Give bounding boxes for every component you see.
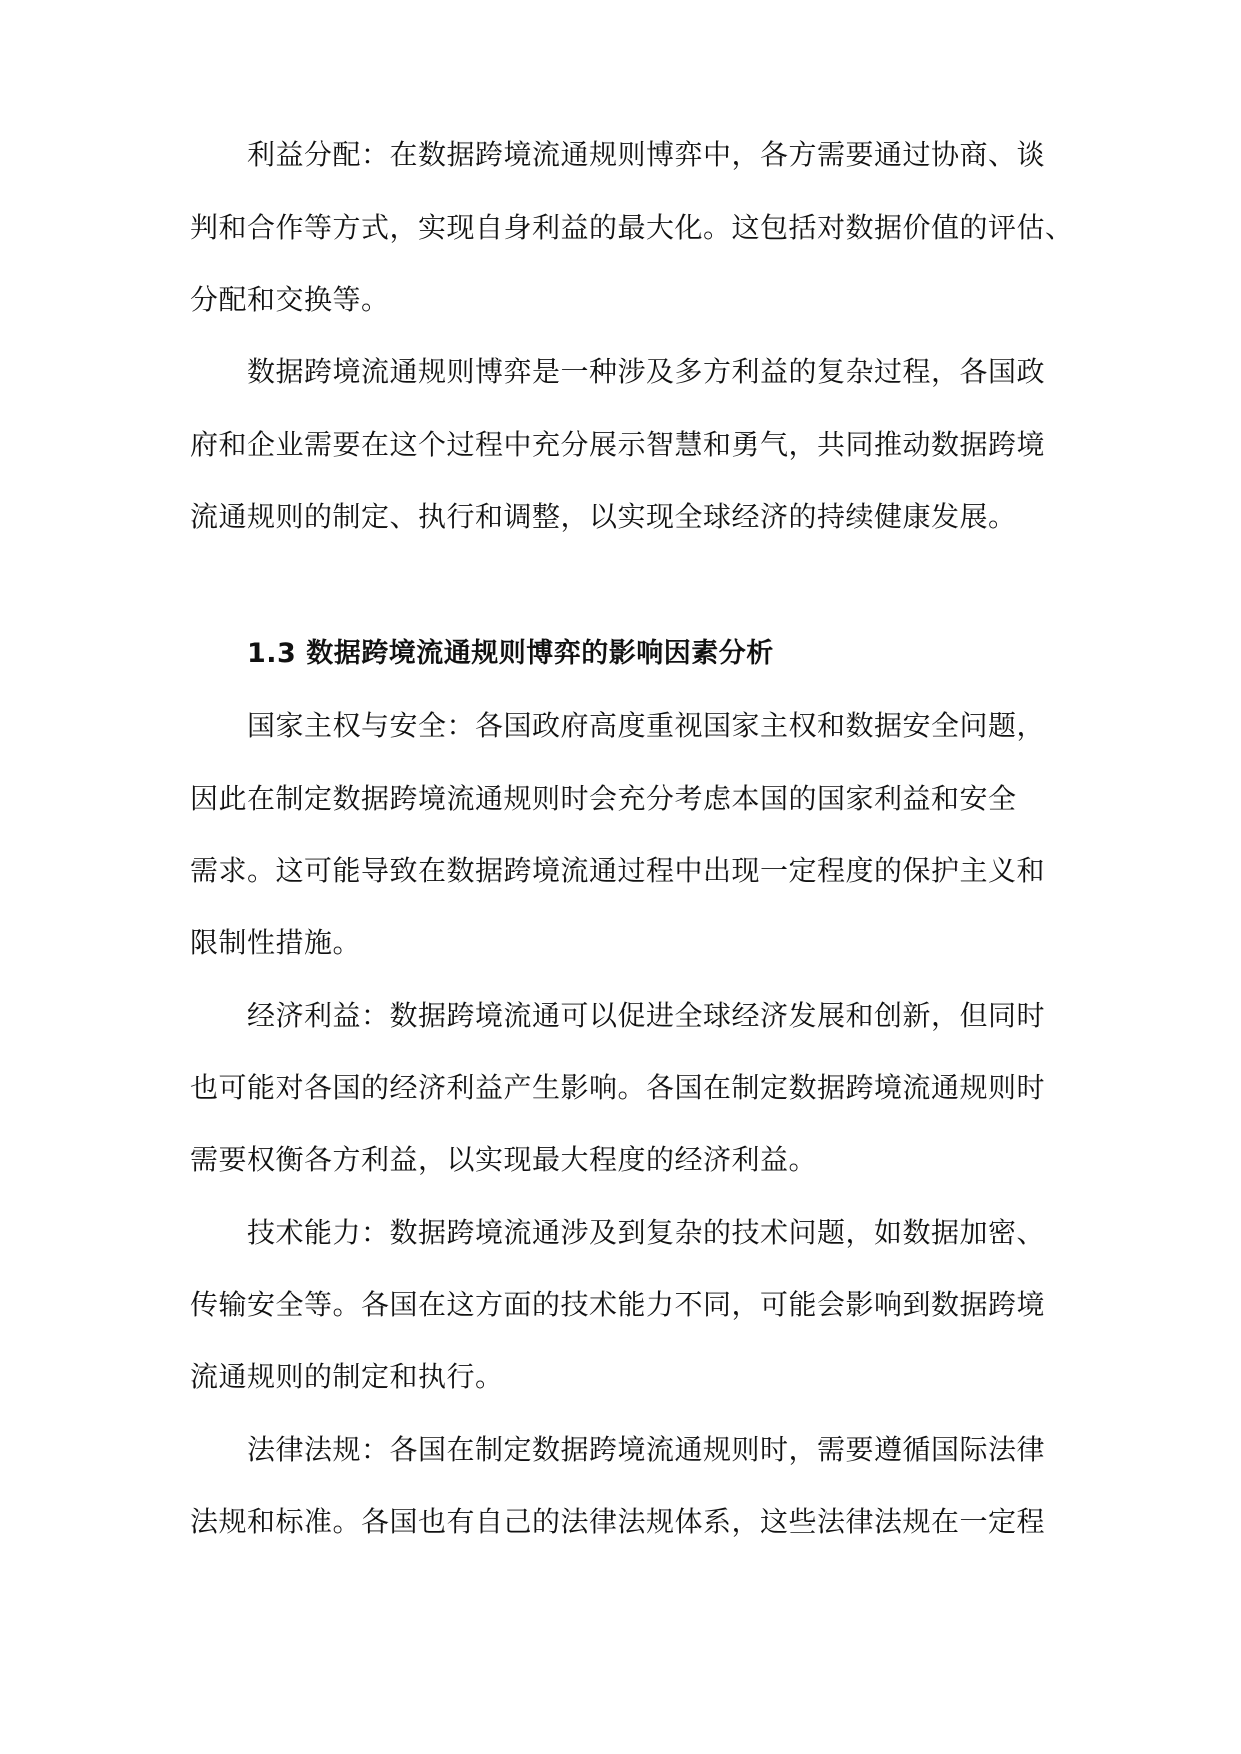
paragraph-technical-line-1: 技术能力：数据跨境流通涉及到复杂的技术问题，如数据加密、 bbox=[247, 1216, 1046, 1249]
paragraph-economic-line-2: 也可能对各国的经济利益产生影响。各国在制定数据跨境流通规则时 bbox=[190, 1071, 1046, 1104]
paragraph-economic-line-3: 需要权衡各方利益，以实现最大程度的经济利益。 bbox=[190, 1143, 818, 1176]
paragraph-game-process-line-3: 流通规则的制定、执行和调整，以实现全球经济的持续健康发展。 bbox=[190, 500, 1017, 533]
paragraph-benefit-allocation-line-3: 分配和交换等。 bbox=[190, 283, 390, 316]
paragraph-legal-line-1: 法律法规：各国在制定数据跨境流通规则时，需要遵循国际法律 bbox=[247, 1433, 1046, 1466]
paragraph-legal-line-2: 法规和标准。各国也有自己的法律法规体系，这些法律法规在一定程 bbox=[190, 1505, 1046, 1538]
paragraph-benefit-allocation-line-1: 利益分配：在数据跨境流通规则博弈中，各方需要通过协商、谈 bbox=[247, 138, 1046, 171]
paragraph-sovereignty-line-1: 国家主权与安全：各国政府高度重视国家主权和数据安全问题， bbox=[247, 709, 1046, 742]
paragraph-technical-line-2: 传输安全等。各国在这方面的技术能力不同，可能会影响到数据跨境 bbox=[190, 1288, 1046, 1321]
paragraph-technical-line-3: 流通规则的制定和执行。 bbox=[190, 1360, 504, 1393]
paragraph-game-process-line-2: 府和企业需要在这个过程中充分展示智慧和勇气，共同推动数据跨境 bbox=[190, 428, 1046, 461]
paragraph-economic-line-1: 经济利益：数据跨境流通可以促进全球经济发展和创新，但同时 bbox=[247, 999, 1046, 1032]
paragraph-benefit-allocation-line-2: 判和合作等方式，实现自身利益的最大化。这包括对数据价值的评估、 bbox=[190, 211, 1074, 244]
paragraph-sovereignty-line-4: 限制性措施。 bbox=[190, 926, 362, 959]
paragraph-sovereignty-line-2: 因此在制定数据跨境流通规则时会充分考虑本国的国家利益和安全 bbox=[190, 782, 1017, 815]
section-heading: 1.3 数据跨境流通规则博弈的影响因素分析 bbox=[247, 638, 774, 669]
paragraph-sovereignty-line-3: 需求。这可能导致在数据跨境流通过程中出现一定程度的保护主义和 bbox=[190, 854, 1046, 887]
paragraph-game-process-line-1: 数据跨境流通规则博弈是一种涉及多方利益的复杂过程，各国政 bbox=[247, 355, 1046, 388]
